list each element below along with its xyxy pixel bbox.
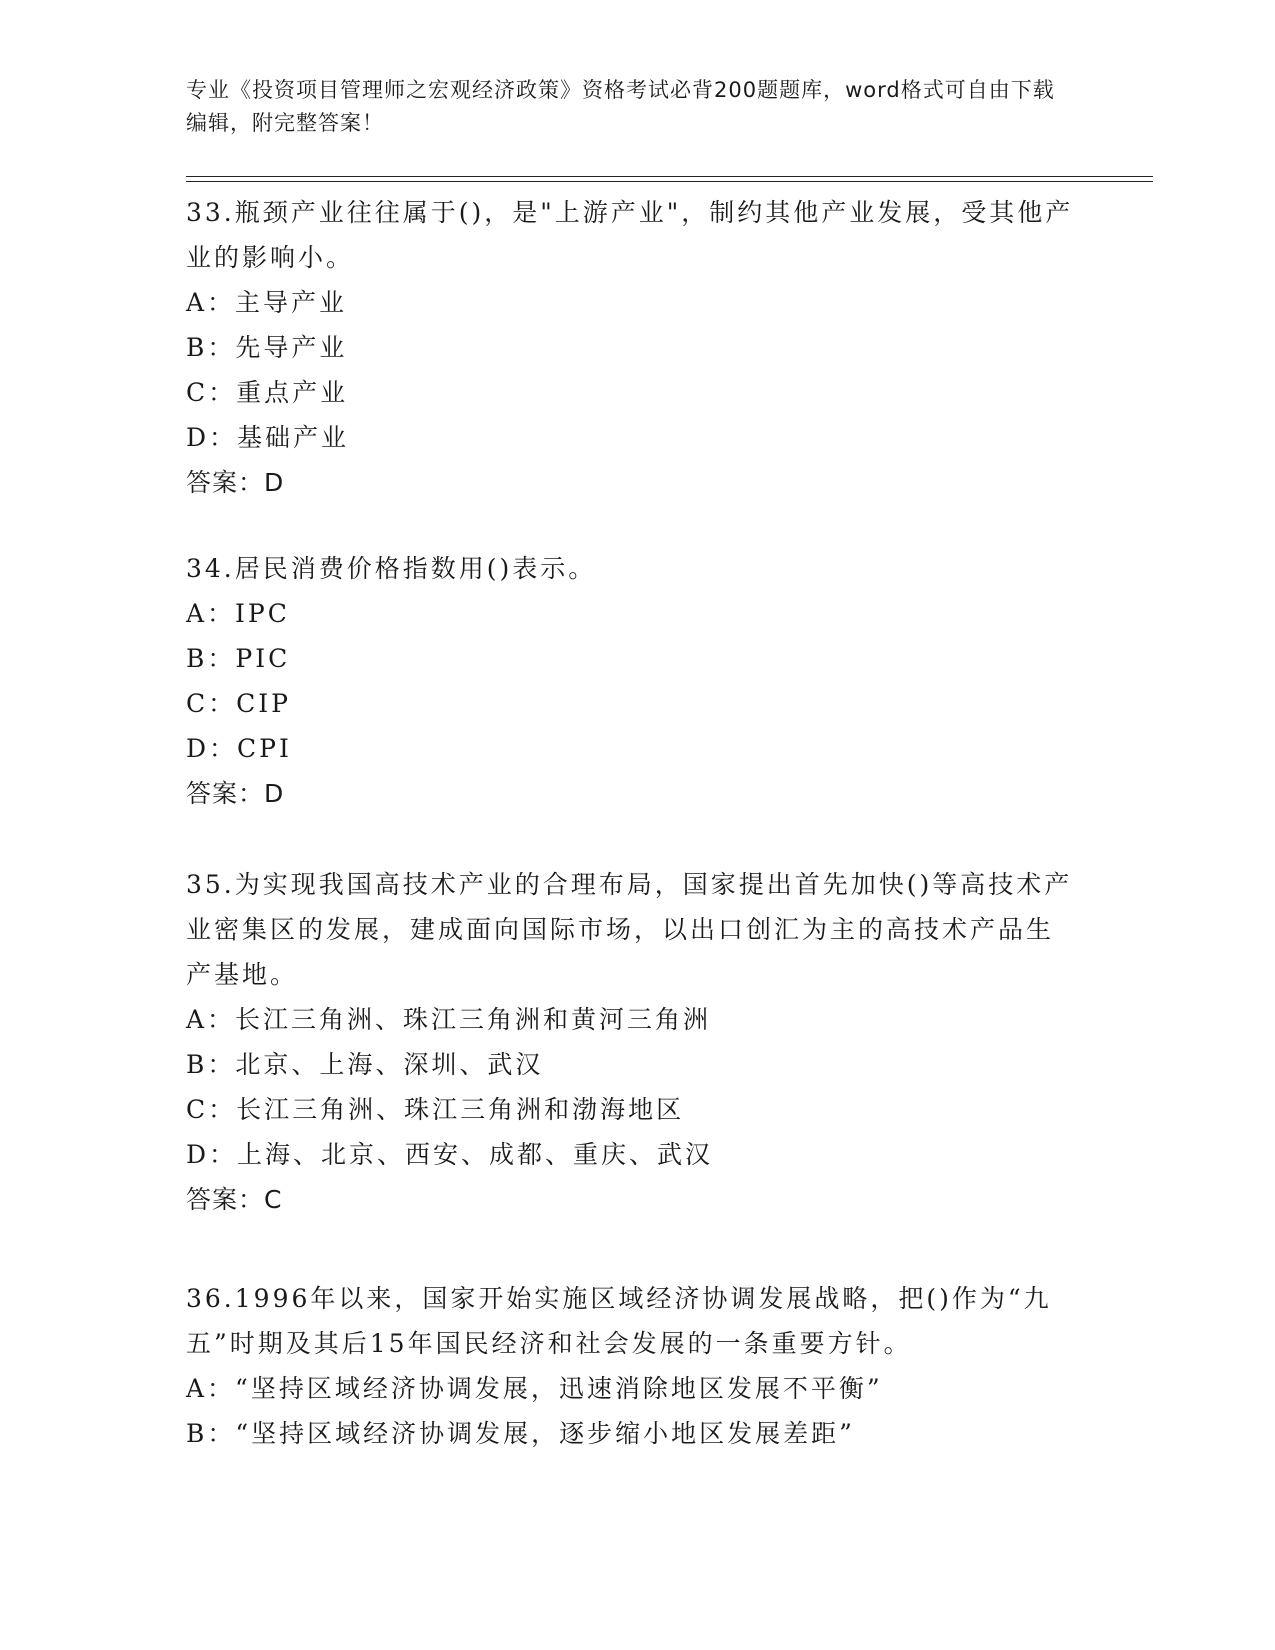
question-34 [186, 546, 1076, 816]
option-a: A：“坚持区域经济协调发展，迅速消除地区发展不平衡” [186, 1374, 883, 1403]
question-36 [186, 1276, 1076, 1456]
option-a: A：IPC [186, 599, 290, 628]
question-33 [186, 190, 1076, 505]
question-35 [186, 862, 1076, 1222]
option-b: B：“坚持区域经济协调发展，逐步缩小地区发展差距” [186, 1419, 855, 1448]
header-divider-bottom [186, 181, 1153, 182]
option-b: B：北京、上海、深圳、武汉 [186, 1050, 544, 1079]
option-d: D：上海、北京、西安、成都、重庆、武汉 [186, 1140, 714, 1169]
option-b: B：先导产业 [186, 333, 348, 362]
option-c: C：长江三角洲、珠江三角洲和渤海地区 [186, 1095, 685, 1124]
header-divider-top [186, 176, 1153, 177]
option-a: A：主导产业 [186, 288, 348, 317]
option-b: B：PIC [186, 644, 291, 673]
document-header: 专业《投资项目管理师之宏观经济政策》资格考试必背200题题库，word格式可自由下载编辑，附完整答案！ [186, 78, 1055, 135]
question-stem: 34.居民消费价格指数用()表示。 [186, 554, 597, 583]
answer-line: 答案：D [186, 779, 285, 808]
option-c: C：CIP [186, 689, 291, 718]
answer-line: 答案：C [186, 1185, 283, 1214]
question-stem: 36.1996年以来，国家开始实施区域经济协调发展战略，把()作为“九五”时期及其后15年国民经济和社会发展的一条重要方针。 [186, 1284, 1052, 1358]
option-a: A：长江三角洲、珠江三角洲和黄河三角洲 [186, 1005, 712, 1034]
question-stem: 35.为实现我国高技术产业的合理布局，国家提出首先加快()等高技术产业密集区的发展，建成面向国际市场，以出口创汇为主的高技术产品生产基地。 [186, 870, 1073, 989]
answer-line: 答案：D [186, 468, 285, 497]
option-c: C：重点产业 [186, 378, 349, 407]
question-stem: 33.瓶颈产业往往属于()，是"上游产业"，制约其他产业发展，受其他产业的影响小。 [186, 198, 1074, 272]
option-d: D：CPI [186, 734, 292, 763]
option-d: D：基础产业 [186, 423, 350, 452]
